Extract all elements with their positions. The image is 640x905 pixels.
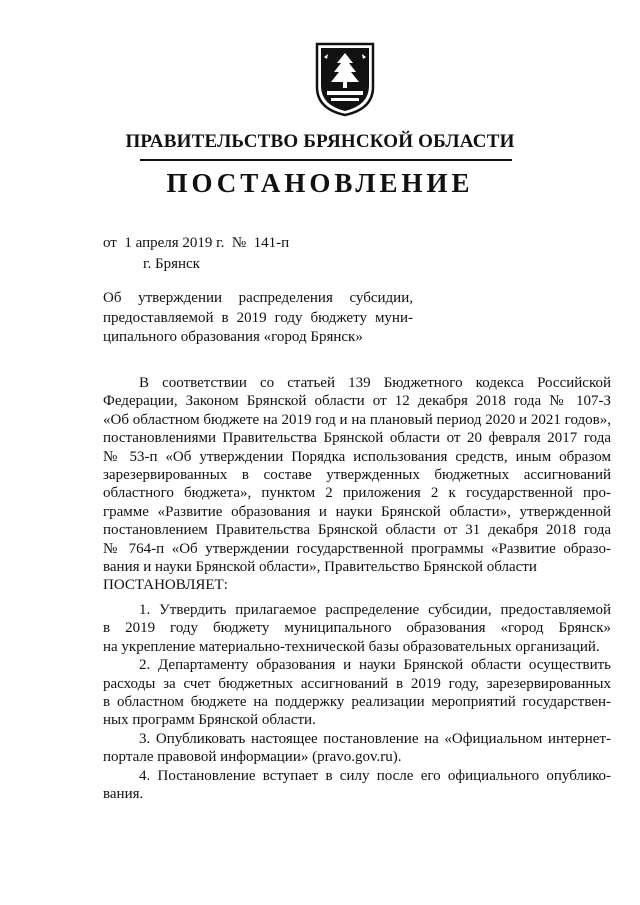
text-line: Федерации, Законом Брянской области от 12 декабря 2018 года № 107-З — [103, 393, 611, 410]
point-3-line: портале правовой информации» (pravo.gov.ru). — [103, 749, 402, 766]
decree-title: ПОСТАНОВЛЕНИЕ — [166, 168, 474, 198]
point-2-line: расходы за счет бюджетных ассигнований в 2019 году, зарезервированных — [103, 675, 611, 692]
subject-line: предоставляемой в 2019 году бюджету муни- — [103, 309, 413, 326]
text-line: В соответствии со статьей 139 Бюджетного кодекса Российской — [139, 375, 611, 391]
text-line: постановлениями Правительства Брянской области от 20 февраля 2017 года — [103, 430, 611, 447]
point-1-line: в 2019 году бюджету муниципального образования «город Брянск» — [103, 620, 611, 637]
text-line: № 764-п «Об утверждении государственной программы «Развитие образо- — [103, 540, 611, 557]
point-1-line: 1. Утвердить прилагаемое распределение субсидии, предоставляемой — [139, 602, 611, 618]
decree-points — [103, 601, 611, 803]
text-line: грамме «Развитие образования и науки Брянской области», утвержденной — [103, 503, 611, 520]
text-line: зарезервированных в составе утвержденных бюджетных ассигнований — [103, 467, 611, 484]
point-2-line: 2. Департаменту образования и науки Брянской области осуществить — [139, 657, 611, 674]
point-4-line: вания. — [103, 786, 144, 803]
subject-line: Об утверждении распределения субсидии, — [103, 290, 413, 306]
text-line: областного бюджета», пунктом 2 приложения 2 к государственной про- — [103, 485, 611, 502]
point-4-line: 4. Постановление вступает в силу после его официального опублико- — [139, 767, 611, 784]
decree-date-number: от 1 апреля 2019 г. № 141-п — [103, 235, 290, 251]
text-line: вания и науки Брянской области», Правительство Брянской области — [103, 559, 537, 576]
point-2-line: ных программ Брянской области. — [103, 712, 316, 729]
text-line: № 53-п «Об утверждении Порядка использования средств, иным образом — [103, 448, 611, 465]
point-3-line: 3. Опубликовать настоящее постановление на «Официальном интернет- — [139, 730, 611, 747]
preamble-paragraph — [103, 374, 611, 595]
text-line: «Об областном бюджете на 2019 год и на плановый период 2020 и 2021 годов», — [103, 411, 611, 428]
point-1-line: на укрепление материально-технической базы образовательных организаций. — [103, 638, 600, 655]
decree-subject — [103, 289, 413, 348]
header-divider — [140, 159, 512, 161]
resolves-keyword: ПОСТАНОВЛЯЕТ: — [103, 577, 228, 594]
subject-line: ципального образования «город Брянск» — [103, 329, 363, 345]
decree-city: г. Брянск — [143, 256, 200, 272]
government-name: ПРАВИТЕЛЬСТВО БРЯНСКОЙ ОБЛАСТИ — [125, 131, 515, 152]
text-line: постановлением Правительства Брянской области от 31 декабря 2018 года — [103, 522, 611, 539]
point-2-line: в областном бюджете на поддержку реализации мероприятий государствен- — [103, 694, 611, 711]
coat-of-arms-emblem — [314, 41, 376, 117]
